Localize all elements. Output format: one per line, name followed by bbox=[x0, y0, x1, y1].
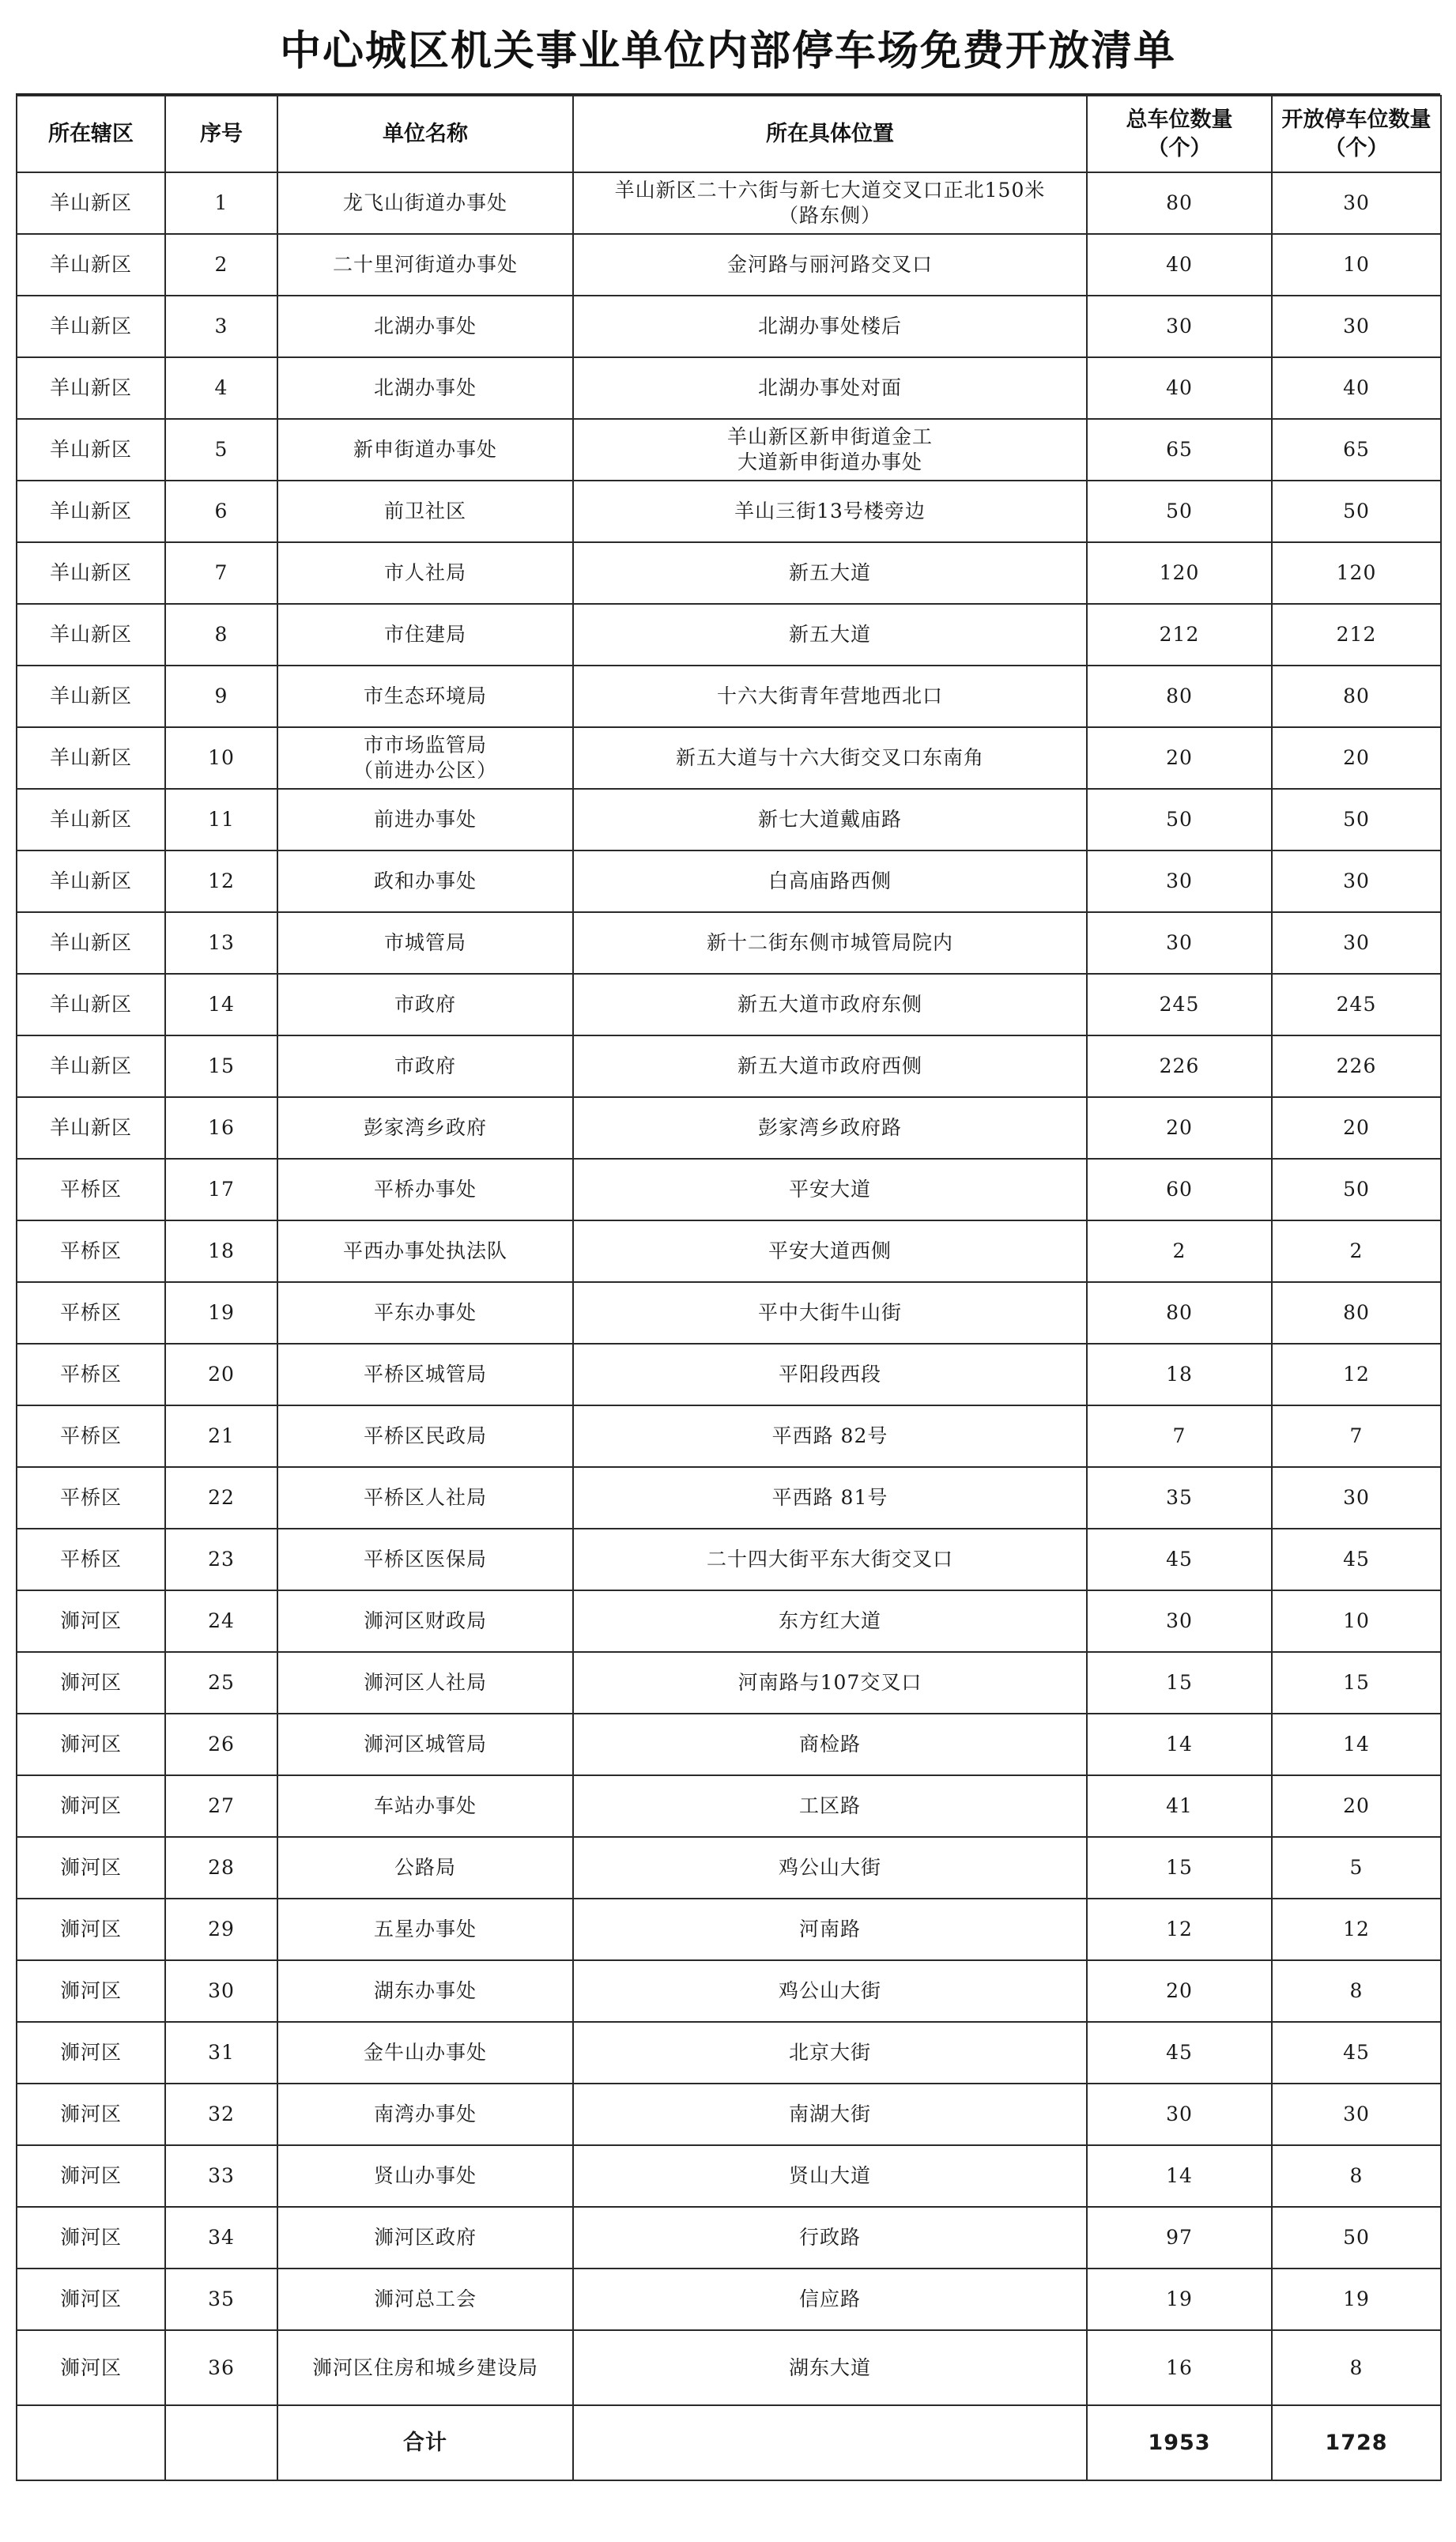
total-spaces-cell: 12 bbox=[1087, 1899, 1272, 1960]
open-spaces-cell: 245 bbox=[1272, 974, 1441, 1035]
table-row bbox=[17, 419, 1441, 481]
district-cell: 浉河区 bbox=[17, 1960, 165, 2022]
location-cell: 新五大道市政府西侧 bbox=[573, 1035, 1087, 1097]
no-cell: 5 bbox=[165, 419, 277, 481]
total-spaces-cell: 40 bbox=[1087, 234, 1272, 296]
total-spaces-cell: 60 bbox=[1087, 1159, 1272, 1220]
unit-name-cell: 湖东办事处 bbox=[277, 1960, 573, 2022]
unit-name-cell: 浉河区城管局 bbox=[277, 1714, 573, 1775]
district-cell: 平桥区 bbox=[17, 1344, 165, 1405]
district-cell: 浉河区 bbox=[17, 2145, 165, 2207]
location-cell: 鸡公山大街 bbox=[573, 1837, 1087, 1899]
district-cell: 平桥区 bbox=[17, 1405, 165, 1467]
table-row bbox=[17, 2207, 1441, 2269]
location-cell: 平安大道西侧 bbox=[573, 1220, 1087, 1282]
total-row bbox=[17, 2405, 1441, 2480]
no-cell: 16 bbox=[165, 1097, 277, 1159]
district-cell: 浉河区 bbox=[17, 2269, 165, 2330]
location-cell: 河南路 bbox=[573, 1899, 1087, 1960]
unit-name-cell: 北湖办事处 bbox=[277, 357, 573, 419]
no-cell: 1 bbox=[165, 172, 277, 234]
district-cell: 羊山新区 bbox=[17, 974, 165, 1035]
open-spaces-cell: 7 bbox=[1272, 1405, 1441, 1467]
open-spaces-cell: 50 bbox=[1272, 789, 1441, 850]
district-cell: 平桥区 bbox=[17, 1529, 165, 1590]
total-spaces-cell: 19 bbox=[1087, 2269, 1272, 2330]
district-cell: 羊山新区 bbox=[17, 666, 165, 727]
open-spaces-cell: 40 bbox=[1272, 357, 1441, 419]
total-spaces-cell: 245 bbox=[1087, 974, 1272, 1035]
no-cell: 28 bbox=[165, 1837, 277, 1899]
table-row bbox=[17, 1899, 1441, 1960]
table-row bbox=[17, 542, 1441, 604]
total-spaces-cell: 2 bbox=[1087, 1220, 1272, 1282]
district-cell: 浉河区 bbox=[17, 1652, 165, 1714]
table-row bbox=[17, 666, 1441, 727]
location-cell: 信应路 bbox=[573, 2269, 1087, 2330]
table-row bbox=[17, 1590, 1441, 1652]
no-cell: 32 bbox=[165, 2084, 277, 2145]
no-cell: 26 bbox=[165, 1714, 277, 1775]
no-cell: 23 bbox=[165, 1529, 277, 1590]
open-spaces-cell: 10 bbox=[1272, 234, 1441, 296]
no-cell: 13 bbox=[165, 912, 277, 974]
total-spaces-cell: 15 bbox=[1087, 1652, 1272, 1714]
no-cell: 21 bbox=[165, 1405, 277, 1467]
open-spaces-cell: 20 bbox=[1272, 1097, 1441, 1159]
location-cell: 羊山三街13号楼旁边 bbox=[573, 481, 1087, 542]
total-location-cell bbox=[573, 2405, 1087, 2480]
location-cell: 十六大街青年营地西北口 bbox=[573, 666, 1087, 727]
total-spaces-cell: 30 bbox=[1087, 850, 1272, 912]
table-row bbox=[17, 172, 1441, 234]
location-cell: 北京大街 bbox=[573, 2022, 1087, 2084]
total-spaces-cell: 14 bbox=[1087, 2145, 1272, 2207]
table-row bbox=[17, 1652, 1441, 1714]
open-spaces-cell: 12 bbox=[1272, 1899, 1441, 1960]
header-no: 序号 bbox=[165, 96, 277, 172]
district-cell: 羊山新区 bbox=[17, 357, 165, 419]
unit-name-cell: 二十里河街道办事处 bbox=[277, 234, 573, 296]
open-spaces-cell: 8 bbox=[1272, 1960, 1441, 2022]
table-row bbox=[17, 604, 1441, 666]
no-cell: 15 bbox=[165, 1035, 277, 1097]
location-cell: 新十二街东侧市城管局院内 bbox=[573, 912, 1087, 974]
open-spaces-cell: 120 bbox=[1272, 542, 1441, 604]
no-cell: 22 bbox=[165, 1467, 277, 1529]
table-row bbox=[17, 2269, 1441, 2330]
open-spaces-cell: 2 bbox=[1272, 1220, 1441, 1282]
open-spaces-cell: 80 bbox=[1272, 666, 1441, 727]
location-cell: 平中大街牛山街 bbox=[573, 1282, 1087, 1344]
table-row bbox=[17, 1220, 1441, 1282]
district-cell: 羊山新区 bbox=[17, 234, 165, 296]
total-open-spaces: 1728 bbox=[1272, 2405, 1441, 2480]
open-spaces-cell: 50 bbox=[1272, 481, 1441, 542]
open-spaces-cell: 50 bbox=[1272, 1159, 1441, 1220]
table-row bbox=[17, 727, 1441, 789]
total-spaces-cell: 80 bbox=[1087, 1282, 1272, 1344]
district-cell: 平桥区 bbox=[17, 1159, 165, 1220]
table-row bbox=[17, 481, 1441, 542]
location-cell: 行政路 bbox=[573, 2207, 1087, 2269]
total-spaces-cell: 16 bbox=[1087, 2330, 1272, 2405]
total-district-cell bbox=[17, 2405, 165, 2480]
no-cell: 33 bbox=[165, 2145, 277, 2207]
unit-name-cell: 市生态环境局 bbox=[277, 666, 573, 727]
table-row bbox=[17, 1159, 1441, 1220]
no-cell: 29 bbox=[165, 1899, 277, 1960]
total-spaces-cell: 20 bbox=[1087, 1960, 1272, 2022]
open-spaces-cell: 30 bbox=[1272, 850, 1441, 912]
no-cell: 18 bbox=[165, 1220, 277, 1282]
district-cell: 羊山新区 bbox=[17, 1097, 165, 1159]
total-spaces-cell: 226 bbox=[1087, 1035, 1272, 1097]
total-spaces-cell: 30 bbox=[1087, 912, 1272, 974]
unit-name-cell: 金牛山办事处 bbox=[277, 2022, 573, 2084]
location-cell: 河南路与107交叉口 bbox=[573, 1652, 1087, 1714]
table-row bbox=[17, 2145, 1441, 2207]
unit-name-cell: 平桥区民政局 bbox=[277, 1405, 573, 1467]
total-spaces-cell: 80 bbox=[1087, 666, 1272, 727]
location-cell: 新七大道戴庙路 bbox=[573, 789, 1087, 850]
district-cell: 浉河区 bbox=[17, 1837, 165, 1899]
no-cell: 17 bbox=[165, 1159, 277, 1220]
unit-name-cell: 市住建局 bbox=[277, 604, 573, 666]
district-cell: 平桥区 bbox=[17, 1282, 165, 1344]
table-row bbox=[17, 357, 1441, 419]
unit-name-cell: 平桥区医保局 bbox=[277, 1529, 573, 1590]
unit-name-cell: 龙飞山街道办事处 bbox=[277, 172, 573, 234]
location-cell: 商检路 bbox=[573, 1714, 1087, 1775]
table-row bbox=[17, 912, 1441, 974]
unit-name-cell: 市人社局 bbox=[277, 542, 573, 604]
district-cell: 浉河区 bbox=[17, 1714, 165, 1775]
no-cell: 11 bbox=[165, 789, 277, 850]
unit-name-cell: 彭家湾乡政府 bbox=[277, 1097, 573, 1159]
location-cell: 北湖办事处对面 bbox=[573, 357, 1087, 419]
unit-name-cell: 市政府 bbox=[277, 974, 573, 1035]
total-spaces-cell: 41 bbox=[1087, 1775, 1272, 1837]
unit-name-cell: 政和办事处 bbox=[277, 850, 573, 912]
table-row bbox=[17, 1467, 1441, 1529]
header-total: 总车位数量 （个） bbox=[1087, 96, 1272, 172]
table-row bbox=[17, 2022, 1441, 2084]
no-cell: 4 bbox=[165, 357, 277, 419]
open-spaces-cell: 20 bbox=[1272, 1775, 1441, 1837]
table-row bbox=[17, 1960, 1441, 2022]
no-cell: 12 bbox=[165, 850, 277, 912]
header-open: 开放停车位数量 （个） bbox=[1272, 96, 1441, 172]
district-cell: 浉河区 bbox=[17, 1899, 165, 1960]
total-spaces-cell: 20 bbox=[1087, 727, 1272, 789]
unit-name-cell: 浉河区财政局 bbox=[277, 1590, 573, 1652]
table-row bbox=[17, 2084, 1441, 2145]
location-cell: 二十四大街平东大街交叉口 bbox=[573, 1529, 1087, 1590]
location-cell: 新五大道市政府东侧 bbox=[573, 974, 1087, 1035]
location-cell: 工区路 bbox=[573, 1775, 1087, 1837]
total-spaces-cell: 120 bbox=[1087, 542, 1272, 604]
location-cell: 鸡公山大街 bbox=[573, 1960, 1087, 2022]
no-cell: 10 bbox=[165, 727, 277, 789]
district-cell: 浉河区 bbox=[17, 2084, 165, 2145]
unit-name-cell: 南湾办事处 bbox=[277, 2084, 573, 2145]
table-body bbox=[17, 172, 1441, 2405]
open-spaces-cell: 15 bbox=[1272, 1652, 1441, 1714]
no-cell: 27 bbox=[165, 1775, 277, 1837]
unit-name-cell: 浉河总工会 bbox=[277, 2269, 573, 2330]
district-cell: 羊山新区 bbox=[17, 912, 165, 974]
district-cell: 羊山新区 bbox=[17, 481, 165, 542]
unit-name-cell: 北湖办事处 bbox=[277, 296, 573, 357]
open-spaces-cell: 50 bbox=[1272, 2207, 1441, 2269]
table-row bbox=[17, 974, 1441, 1035]
table-row bbox=[17, 1775, 1441, 1837]
location-cell: 平西路 82号 bbox=[573, 1405, 1087, 1467]
unit-name-cell: 前卫社区 bbox=[277, 481, 573, 542]
no-cell: 30 bbox=[165, 1960, 277, 2022]
no-cell: 25 bbox=[165, 1652, 277, 1714]
unit-name-cell: 浉河区政府 bbox=[277, 2207, 573, 2269]
district-cell: 羊山新区 bbox=[17, 850, 165, 912]
total-spaces-cell: 65 bbox=[1087, 419, 1272, 481]
unit-name-cell: 五星办事处 bbox=[277, 1899, 573, 1960]
district-cell: 羊山新区 bbox=[17, 604, 165, 666]
table-row bbox=[17, 296, 1441, 357]
open-spaces-cell: 226 bbox=[1272, 1035, 1441, 1097]
total-spaces: 1953 bbox=[1087, 2405, 1272, 2480]
location-cell: 新五大道 bbox=[573, 542, 1087, 604]
district-cell: 浉河区 bbox=[17, 2207, 165, 2269]
table-row bbox=[17, 1529, 1441, 1590]
district-cell: 羊山新区 bbox=[17, 172, 165, 234]
open-spaces-cell: 30 bbox=[1272, 296, 1441, 357]
no-cell: 24 bbox=[165, 1590, 277, 1652]
location-cell: 新五大道与十六大街交叉口东南角 bbox=[573, 727, 1087, 789]
document-page bbox=[16, 0, 1440, 2481]
total-spaces-cell: 80 bbox=[1087, 172, 1272, 234]
district-cell: 羊山新区 bbox=[17, 419, 165, 481]
no-cell: 19 bbox=[165, 1282, 277, 1344]
district-cell: 羊山新区 bbox=[17, 296, 165, 357]
total-no-cell bbox=[165, 2405, 277, 2480]
open-spaces-cell: 12 bbox=[1272, 1344, 1441, 1405]
table-row bbox=[17, 234, 1441, 296]
unit-name-cell: 市市场监管局 （前进办公区） bbox=[277, 727, 573, 789]
document-title: 中心城区机关事业单位内部停车场免费开放清单 bbox=[16, 0, 1440, 95]
total-spaces-cell: 35 bbox=[1087, 1467, 1272, 1529]
no-cell: 3 bbox=[165, 296, 277, 357]
location-cell: 白高庙路西侧 bbox=[573, 850, 1087, 912]
open-spaces-cell: 8 bbox=[1272, 2330, 1441, 2405]
total-spaces-cell: 7 bbox=[1087, 1405, 1272, 1467]
district-cell: 羊山新区 bbox=[17, 1035, 165, 1097]
no-cell: 20 bbox=[165, 1344, 277, 1405]
location-cell: 南湖大街 bbox=[573, 2084, 1087, 2145]
table-row bbox=[17, 789, 1441, 850]
district-cell: 羊山新区 bbox=[17, 727, 165, 789]
open-spaces-cell: 80 bbox=[1272, 1282, 1441, 1344]
open-spaces-cell: 19 bbox=[1272, 2269, 1441, 2330]
total-spaces-cell: 15 bbox=[1087, 1837, 1272, 1899]
unit-name-cell: 市政府 bbox=[277, 1035, 573, 1097]
unit-name-cell: 车站办事处 bbox=[277, 1775, 573, 1837]
table-row bbox=[17, 1344, 1441, 1405]
total-spaces-cell: 30 bbox=[1087, 296, 1272, 357]
header-location: 所在具体位置 bbox=[573, 96, 1087, 172]
unit-name-cell: 新申街道办事处 bbox=[277, 419, 573, 481]
header-name: 单位名称 bbox=[277, 96, 573, 172]
table-row bbox=[17, 1714, 1441, 1775]
table-row bbox=[17, 2330, 1441, 2405]
district-cell: 浉河区 bbox=[17, 2022, 165, 2084]
open-spaces-cell: 14 bbox=[1272, 1714, 1441, 1775]
unit-name-cell: 平桥区人社局 bbox=[277, 1467, 573, 1529]
unit-name-cell: 平桥区城管局 bbox=[277, 1344, 573, 1405]
location-cell: 平安大道 bbox=[573, 1159, 1087, 1220]
open-spaces-cell: 30 bbox=[1272, 172, 1441, 234]
table-row bbox=[17, 1837, 1441, 1899]
total-spaces-cell: 30 bbox=[1087, 1590, 1272, 1652]
no-cell: 7 bbox=[165, 542, 277, 604]
unit-name-cell: 平桥办事处 bbox=[277, 1159, 573, 1220]
no-cell: 35 bbox=[165, 2269, 277, 2330]
location-cell: 彭家湾乡政府路 bbox=[573, 1097, 1087, 1159]
unit-name-cell: 平西办事处执法队 bbox=[277, 1220, 573, 1282]
total-spaces-cell: 14 bbox=[1087, 1714, 1272, 1775]
open-spaces-cell: 8 bbox=[1272, 2145, 1441, 2207]
open-spaces-cell: 65 bbox=[1272, 419, 1441, 481]
district-cell: 浉河区 bbox=[17, 1590, 165, 1652]
total-spaces-cell: 40 bbox=[1087, 357, 1272, 419]
location-cell: 羊山新区新申街道金工 大道新申街道办事处 bbox=[573, 419, 1087, 481]
total-spaces-cell: 20 bbox=[1087, 1097, 1272, 1159]
no-cell: 8 bbox=[165, 604, 277, 666]
unit-name-cell: 浉河区人社局 bbox=[277, 1652, 573, 1714]
total-spaces-cell: 45 bbox=[1087, 1529, 1272, 1590]
total-spaces-cell: 18 bbox=[1087, 1344, 1272, 1405]
table-row bbox=[17, 1405, 1441, 1467]
location-cell: 湖东大道 bbox=[573, 2330, 1087, 2405]
total-spaces-cell: 212 bbox=[1087, 604, 1272, 666]
table-row bbox=[17, 850, 1441, 912]
open-spaces-cell: 212 bbox=[1272, 604, 1441, 666]
parking-table bbox=[16, 95, 1442, 2481]
unit-name-cell: 平东办事处 bbox=[277, 1282, 573, 1344]
district-cell: 浉河区 bbox=[17, 1775, 165, 1837]
district-cell: 羊山新区 bbox=[17, 542, 165, 604]
location-cell: 金河路与丽河路交叉口 bbox=[573, 234, 1087, 296]
open-spaces-cell: 30 bbox=[1272, 1467, 1441, 1529]
total-spaces-cell: 50 bbox=[1087, 789, 1272, 850]
table-row bbox=[17, 1097, 1441, 1159]
total-spaces-cell: 30 bbox=[1087, 2084, 1272, 2145]
table-header-row bbox=[17, 96, 1441, 172]
location-cell: 北湖办事处楼后 bbox=[573, 296, 1087, 357]
location-cell: 羊山新区二十六街与新七大道交叉口正北150米 （路东侧） bbox=[573, 172, 1087, 234]
no-cell: 31 bbox=[165, 2022, 277, 2084]
no-cell: 2 bbox=[165, 234, 277, 296]
open-spaces-cell: 30 bbox=[1272, 912, 1441, 974]
header-district: 所在辖区 bbox=[17, 96, 165, 172]
open-spaces-cell: 10 bbox=[1272, 1590, 1441, 1652]
total-spaces-cell: 45 bbox=[1087, 2022, 1272, 2084]
table-row bbox=[17, 1035, 1441, 1097]
location-cell: 平西路 81号 bbox=[573, 1467, 1087, 1529]
total-spaces-cell: 97 bbox=[1087, 2207, 1272, 2269]
location-cell: 平阳段西段 bbox=[573, 1344, 1087, 1405]
table-row bbox=[17, 1282, 1441, 1344]
open-spaces-cell: 20 bbox=[1272, 727, 1441, 789]
open-spaces-cell: 45 bbox=[1272, 2022, 1441, 2084]
no-cell: 14 bbox=[165, 974, 277, 1035]
unit-name-cell: 贤山办事处 bbox=[277, 2145, 573, 2207]
unit-name-cell: 浉河区住房和城乡建设局 bbox=[277, 2330, 573, 2405]
no-cell: 34 bbox=[165, 2207, 277, 2269]
no-cell: 9 bbox=[165, 666, 277, 727]
district-cell: 平桥区 bbox=[17, 1220, 165, 1282]
no-cell: 6 bbox=[165, 481, 277, 542]
location-cell: 东方红大道 bbox=[573, 1590, 1087, 1652]
no-cell: 36 bbox=[165, 2330, 277, 2405]
total-spaces-cell: 50 bbox=[1087, 481, 1272, 542]
unit-name-cell: 公路局 bbox=[277, 1837, 573, 1899]
district-cell: 羊山新区 bbox=[17, 789, 165, 850]
open-spaces-cell: 45 bbox=[1272, 1529, 1441, 1590]
location-cell: 新五大道 bbox=[573, 604, 1087, 666]
unit-name-cell: 市城管局 bbox=[277, 912, 573, 974]
location-cell: 贤山大道 bbox=[573, 2145, 1087, 2207]
open-spaces-cell: 5 bbox=[1272, 1837, 1441, 1899]
unit-name-cell: 前进办事处 bbox=[277, 789, 573, 850]
district-cell: 平桥区 bbox=[17, 1467, 165, 1529]
open-spaces-cell: 30 bbox=[1272, 2084, 1441, 2145]
district-cell: 浉河区 bbox=[17, 2330, 165, 2405]
total-label: 合计 bbox=[277, 2405, 573, 2480]
